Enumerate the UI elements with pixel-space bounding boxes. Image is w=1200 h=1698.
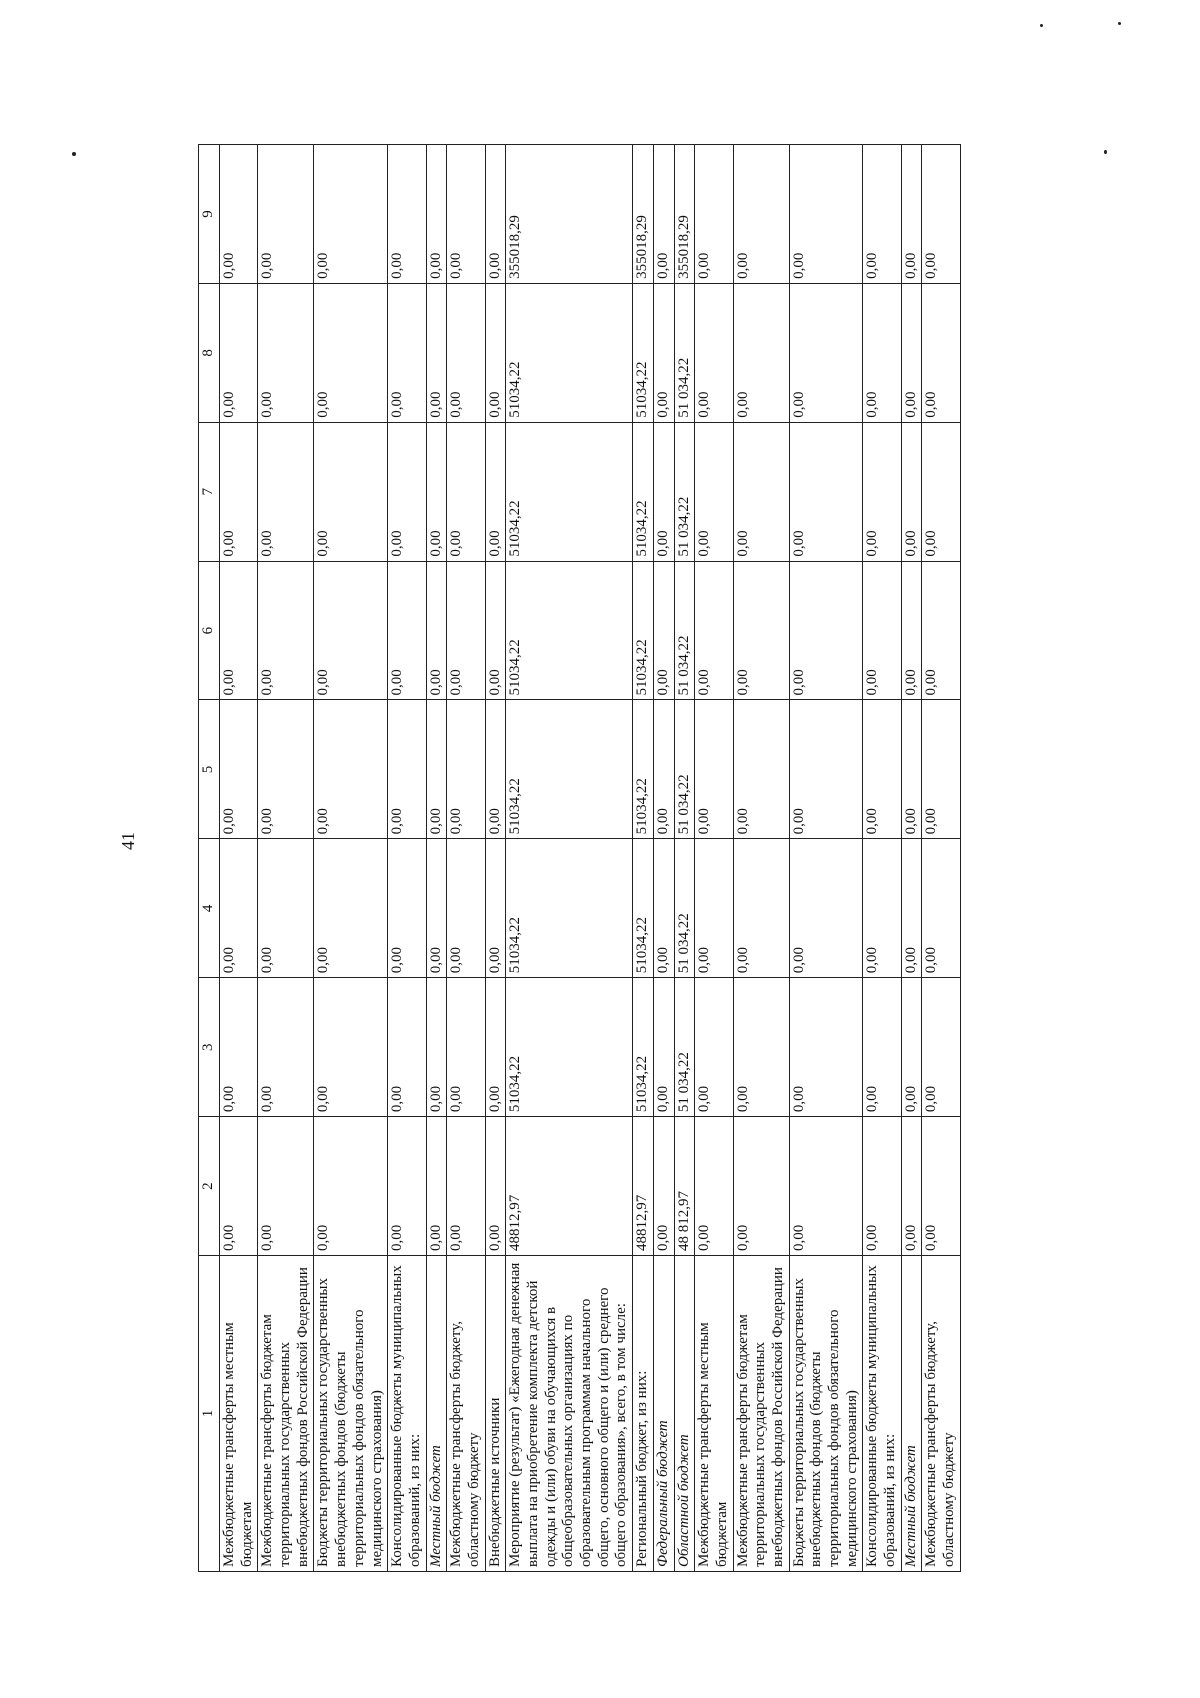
value-cell: 51034,22: [633, 422, 654, 561]
value-cell: 0,00: [388, 978, 426, 1117]
row-label: Межбюджетные трансферты бюджету, областному бюджету: [447, 1256, 485, 1572]
row-label: Бюджеты территориальных государственных внебюджетных фондов (бюджеты территориальных фондов обязательного медицинского страхования): [314, 1256, 388, 1572]
table-row: [388, 145, 426, 1572]
table-row: [485, 145, 506, 1572]
row-label: Межбюджетные трансферты бюджетам территориальных государственных внебюджетных фондов Российской Федерации: [733, 1256, 789, 1572]
value-cell: 0,00: [447, 145, 485, 284]
table-row: [258, 145, 314, 1572]
value-cell: 0,00: [863, 422, 901, 561]
table-row: [653, 145, 674, 1572]
value-cell: 0,00: [863, 978, 901, 1117]
value-cell: 0,00: [901, 978, 922, 1117]
value-cell: 0,00: [426, 145, 447, 284]
value-cell: 0,00: [314, 145, 388, 284]
value-cell: 0,00: [220, 839, 258, 978]
header-cell: 4: [199, 839, 220, 978]
value-cell: 0,00: [426, 1117, 447, 1256]
value-cell: 0,00: [220, 561, 258, 700]
value-cell: 0,00: [733, 561, 789, 700]
table-row: [447, 145, 485, 1572]
row-label: Бюджеты территориальных государственных внебюджетных фондов (бюджеты территориальных фондов обязательного медицинского страхования): [789, 1256, 863, 1572]
value-cell: 51 034,22: [674, 839, 695, 978]
value-cell: 0,00: [695, 978, 733, 1117]
table-row: [922, 145, 960, 1572]
table-row: [789, 145, 863, 1572]
value-cell: 51 034,22: [674, 700, 695, 839]
value-cell: 0,00: [447, 839, 485, 978]
value-cell: 0,00: [922, 700, 960, 839]
value-cell: 0,00: [789, 978, 863, 1117]
value-cell: 48 812,97: [674, 1117, 695, 1256]
value-cell: 0,00: [388, 1117, 426, 1256]
value-cell: 51034,22: [633, 283, 654, 422]
value-cell: 0,00: [485, 422, 506, 561]
value-cell: 0,00: [485, 145, 506, 284]
value-cell: 0,00: [485, 839, 506, 978]
value-cell: 0,00: [388, 422, 426, 561]
row-label: Мероприятие (результат) «Ежегодная денежная выплата на приобретение комплекта детской одежды и (или) обуви на обучающихся в общеобразовательных организациях по образовательным программам начального общего, основного общего и (или) среднего общего образования», всего, в том числе:: [506, 1256, 633, 1572]
value-cell: 0,00: [789, 839, 863, 978]
header-cell: 7: [199, 422, 220, 561]
value-cell: 0,00: [314, 978, 388, 1117]
page-number: 41: [118, 832, 138, 850]
value-cell: 0,00: [653, 839, 674, 978]
value-cell: 355018,29: [674, 145, 695, 284]
row-label: Межбюджетные трансферты местным бюджетам: [220, 1256, 258, 1572]
value-cell: 0,00: [220, 422, 258, 561]
row-label: Областной бюджет: [674, 1256, 695, 1572]
value-cell: 0,00: [258, 1117, 314, 1256]
value-cell: 0,00: [733, 283, 789, 422]
value-cell: 0,00: [314, 422, 388, 561]
row-label: Межбюджетные трансферты бюджету, областному бюджету: [922, 1256, 960, 1572]
value-cell: 0,00: [653, 561, 674, 700]
value-cell: 0,00: [447, 1117, 485, 1256]
value-cell: 51034,22: [506, 283, 633, 422]
table-row: [863, 145, 901, 1572]
scan-speck: [1040, 24, 1043, 27]
value-cell: 0,00: [922, 422, 960, 561]
header-cell: 5: [199, 700, 220, 839]
value-cell: 51 034,22: [674, 561, 695, 700]
value-cell: 0,00: [922, 978, 960, 1117]
value-cell: 0,00: [258, 839, 314, 978]
row-label: Межбюджетные трансферты местным бюджетам: [695, 1256, 733, 1572]
value-cell: 0,00: [695, 422, 733, 561]
value-cell: 0,00: [220, 978, 258, 1117]
table-row: [733, 145, 789, 1572]
value-cell: 0,00: [653, 700, 674, 839]
value-cell: 0,00: [863, 283, 901, 422]
value-cell: 0,00: [485, 1117, 506, 1256]
row-label: Местный бюджет: [901, 1256, 922, 1572]
value-cell: 355018,29: [506, 145, 633, 284]
value-cell: 0,00: [863, 700, 901, 839]
budget-table-rotated: [198, 144, 1098, 1572]
value-cell: 0,00: [314, 283, 388, 422]
table-row: [220, 145, 258, 1572]
header-cell: 2: [199, 1117, 220, 1256]
value-cell: 0,00: [901, 283, 922, 422]
value-cell: 0,00: [485, 978, 506, 1117]
value-cell: 0,00: [388, 561, 426, 700]
row-label: Федеральный бюджет: [653, 1256, 674, 1572]
value-cell: 0,00: [426, 422, 447, 561]
value-cell: 0,00: [220, 1117, 258, 1256]
table-row: [633, 145, 654, 1572]
value-cell: 0,00: [426, 700, 447, 839]
header-cell: 1: [199, 1256, 220, 1572]
value-cell: 0,00: [426, 561, 447, 700]
value-cell: 0,00: [426, 839, 447, 978]
scan-speck: [1118, 22, 1121, 25]
value-cell: 51034,22: [506, 561, 633, 700]
value-cell: 0,00: [733, 839, 789, 978]
value-cell: 0,00: [863, 561, 901, 700]
value-cell: 0,00: [314, 561, 388, 700]
value-cell: 0,00: [220, 700, 258, 839]
value-cell: 0,00: [653, 283, 674, 422]
header-cell: 8: [199, 283, 220, 422]
value-cell: 51 034,22: [674, 422, 695, 561]
value-cell: 51034,22: [633, 561, 654, 700]
value-cell: 0,00: [922, 1117, 960, 1256]
value-cell: 0,00: [901, 1117, 922, 1256]
value-cell: 0,00: [485, 561, 506, 700]
value-cell: 0,00: [447, 700, 485, 839]
value-cell: 0,00: [220, 283, 258, 422]
value-cell: 0,00: [789, 1117, 863, 1256]
value-cell: 0,00: [388, 839, 426, 978]
value-cell: 0,00: [733, 145, 789, 284]
value-cell: 0,00: [258, 978, 314, 1117]
value-cell: 0,00: [789, 283, 863, 422]
value-cell: 0,00: [922, 561, 960, 700]
value-cell: 0,00: [922, 283, 960, 422]
value-cell: 51 034,22: [674, 283, 695, 422]
table-body: [220, 145, 961, 1572]
header-cell: 3: [199, 978, 220, 1117]
value-cell: 0,00: [447, 561, 485, 700]
value-cell: 0,00: [447, 283, 485, 422]
value-cell: 48812,97: [506, 1117, 633, 1256]
value-cell: 0,00: [447, 978, 485, 1117]
budget-table: [198, 144, 961, 1572]
value-cell: 0,00: [258, 145, 314, 284]
value-cell: 0,00: [901, 422, 922, 561]
value-cell: 0,00: [258, 283, 314, 422]
row-label: Местный бюджет: [426, 1256, 447, 1572]
value-cell: 0,00: [426, 978, 447, 1117]
header-cell: 9: [199, 145, 220, 284]
row-label: Межбюджетные трансферты бюджетам территориальных государственных внебюджетных фондов Российской Федерации: [258, 1256, 314, 1572]
value-cell: 51034,22: [633, 978, 654, 1117]
value-cell: 0,00: [733, 700, 789, 839]
scan-speck: [1104, 150, 1107, 154]
value-cell: 0,00: [901, 561, 922, 700]
value-cell: 48812,97: [633, 1117, 654, 1256]
value-cell: 0,00: [695, 839, 733, 978]
value-cell: 0,00: [258, 561, 314, 700]
value-cell: 0,00: [695, 700, 733, 839]
value-cell: 51034,22: [506, 978, 633, 1117]
value-cell: 51034,22: [506, 839, 633, 978]
row-label: Консолидированные бюджеты муниципальных образований, из них:: [388, 1256, 426, 1572]
value-cell: 0,00: [695, 283, 733, 422]
table-row: [506, 145, 633, 1572]
value-cell: 0,00: [258, 422, 314, 561]
value-cell: 0,00: [789, 145, 863, 284]
value-cell: 0,00: [922, 145, 960, 284]
value-cell: 0,00: [901, 700, 922, 839]
value-cell: 0,00: [789, 700, 863, 839]
row-label: Консолидированные бюджеты муниципальных образований, из них:: [863, 1256, 901, 1572]
value-cell: 0,00: [733, 978, 789, 1117]
value-cell: 0,00: [653, 978, 674, 1117]
value-cell: 51034,22: [633, 839, 654, 978]
table-row: [674, 145, 695, 1572]
table-header-row: [199, 145, 220, 1572]
value-cell: 0,00: [485, 700, 506, 839]
value-cell: 0,00: [485, 283, 506, 422]
header-cell: 6: [199, 561, 220, 700]
value-cell: 0,00: [653, 422, 674, 561]
table-row: [314, 145, 388, 1572]
value-cell: 0,00: [388, 700, 426, 839]
value-cell: 0,00: [258, 700, 314, 839]
value-cell: 0,00: [695, 1117, 733, 1256]
value-cell: 0,00: [220, 145, 258, 284]
table-row: [695, 145, 733, 1572]
value-cell: 0,00: [901, 145, 922, 284]
value-cell: 51 034,22: [674, 978, 695, 1117]
value-cell: 0,00: [653, 1117, 674, 1256]
value-cell: 0,00: [695, 145, 733, 284]
row-label: Региональный бюджет, из них:: [633, 1256, 654, 1572]
value-cell: 51034,22: [633, 700, 654, 839]
scan-speck: [72, 152, 76, 156]
value-cell: 0,00: [901, 839, 922, 978]
value-cell: 0,00: [789, 561, 863, 700]
value-cell: 0,00: [314, 700, 388, 839]
value-cell: 0,00: [314, 1117, 388, 1256]
value-cell: 0,00: [863, 145, 901, 284]
value-cell: 51034,22: [506, 422, 633, 561]
value-cell: 0,00: [733, 1117, 789, 1256]
value-cell: 0,00: [426, 283, 447, 422]
value-cell: 51034,22: [506, 700, 633, 839]
value-cell: 0,00: [863, 839, 901, 978]
row-label: Внебюджетные источники: [485, 1256, 506, 1572]
value-cell: 0,00: [447, 422, 485, 561]
value-cell: 0,00: [695, 561, 733, 700]
table-row: [426, 145, 447, 1572]
value-cell: 0,00: [733, 422, 789, 561]
value-cell: 0,00: [653, 145, 674, 284]
value-cell: 0,00: [863, 1117, 901, 1256]
value-cell: 0,00: [388, 283, 426, 422]
value-cell: 0,00: [789, 422, 863, 561]
table-row: [901, 145, 922, 1572]
value-cell: 0,00: [922, 839, 960, 978]
value-cell: 0,00: [388, 145, 426, 284]
value-cell: 355018,29: [633, 145, 654, 284]
value-cell: 0,00: [314, 839, 388, 978]
